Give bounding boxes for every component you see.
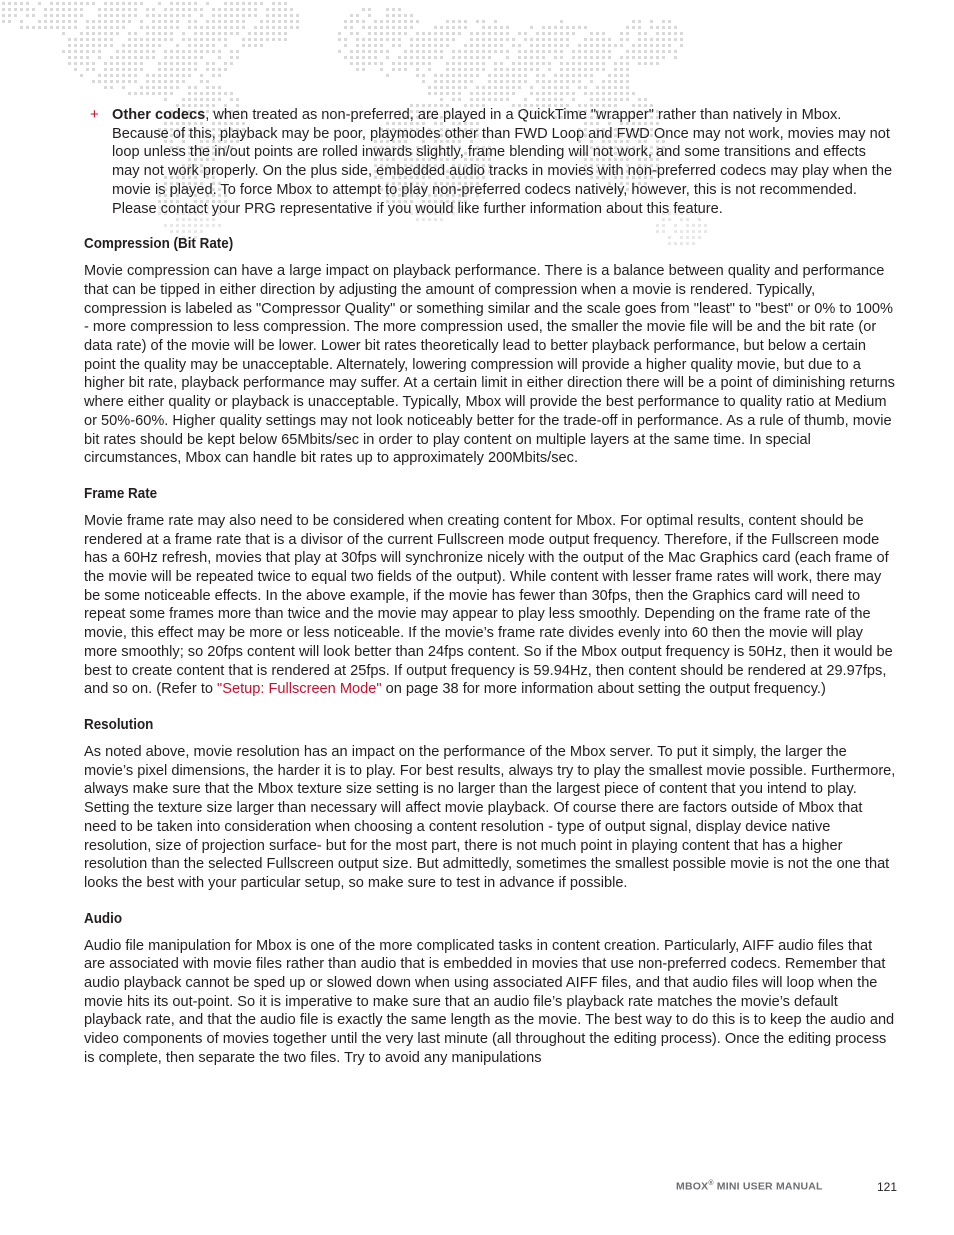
paragraph-audio: Audio file manipulation for Mbox is one of the more complicated tasks in content creation. Particularly, AIFF audio files that are associated with movie files rather than audio that is embedded in movies that use non-preferred codecs. Remember that audio playback cannot be sped up or slowed down when using associated AIFF files, and that audio files will loop when the movie hits its out-point. So it is imperative to make sure that an audio file’s playback rate matches the movie’s default playback rate, and that the audio file is exactly the same length as the movie. The best way to do this is to keep the audio and video components of movies together until the very last minute (all throughout the editing process). Once the editing process is complete, then separate the two files. Try to avoid any manipulations (84, 937, 895, 1066)
page-number: 121 (877, 1180, 898, 1194)
paragraph-resolution: As noted above, movie resolution has an impact on the performance of the Mbox server. To put it simply, the larger the movie’s pixel dimensions, the harder it is to play. For best results, always try to play the smallest movie possible. Furthermore, always make sure that the Mbox texture size setting is no larger than the largest piece of content that you intend to play. Setting the texture size larger than necessary will affect movie playback. Of course there are factors outside of Mbox that need to be taken into consideration when choosing a content resolution - type of output signal, display device native resolution, size of projection surface- but for the most part, there is not much point in playing content that has a higher resolution than the selected Fullscreen output size. But admittedly, sometimes the smallest possible movie is not the one that looks the best with your particular setup, so make sure to test in advance if possible. (84, 743, 896, 891)
heading-frame-rate: Frame Rate (84, 485, 158, 502)
frame-rate-text-after: on page 38 for more information about setting the output frequency.) (381, 681, 826, 698)
page-footer (0, 1178, 954, 1198)
bullet-text: , when treated as non-preferred, are played in a QuickTime "wrapper" rather than natively in Mbox. Because of this, playback may be poor, playmodes other than FWD Loop and FWD Once may not work, movies may not loop unless the in/out points are rolled inwards slightly, frame blending will not work, and some transitions and effects may not work properly. On the plus side, embedded audio tracks in movies with non-preferred codecs may play when the movie is played. To force Mbox to attempt to play non-preferred codecs natively, however, this is not recommended. Please contact your PRG representative if you would like further information about this feature. (112, 107, 893, 217)
plus-bullet-icon: + (90, 106, 99, 123)
frame-rate-text: Movie frame rate may also need to be considered when creating content for Mbox. For optimal results, content should be rendered at a frame rate that is a divisor of the current Fullscreen mode output frequency. Therefore, if the Fullscreen mode has a 60Hz refresh, movies that play at 30fps will synchronize nicely with the output of the Mac Graphics card (each frame of the movie will be repeated twice to equal two fields of the output). While content with lesser frame rates will work, there may be some noticeable effects. In the above example, if the movie has fewer than 30fps, then the Graphics card will need to repeat some frames more than twice and the movie may appear to play less smoothly. Depending on the frame rate of the movie, this effect may be more or less noticeable. If the movie’s frame rate divides evenly into 60 then the movie will play more smoothly; so 20fps content will look better than 24fps content. So if the Mbox output frequency is 50Hz, then it would be best to create content that is rendered at 25fps. If output frequency is 59.94Hz, then content should be rendered at 29.97fps, and so on. (Refer to (84, 512, 893, 698)
setup-fullscreen-mode-link[interactable]: "Setup: Fullscreen Mode" (217, 681, 382, 698)
bullet-other-codecs (84, 106, 896, 218)
paragraph-frame-rate (84, 512, 896, 699)
heading-compression: Compression (Bit Rate) (84, 236, 234, 253)
bullet-term: Other codecs (112, 107, 206, 123)
page-content (84, 106, 896, 1068)
manual-title: MBOX® MINI USER MANUAL (676, 1180, 823, 1193)
heading-audio: Audio (84, 910, 123, 927)
paragraph-compression: Movie compression can have a large impact on playback performance. There is a balance between quality and performance that can be tipped in either direction by adjusting the amount of compression when a movie is rendered. Typically, compression is labeled as "Compressor Quality" or something similar and the scale goes from "least" to "best" or 0% to 100% - more compression to less compression. The more compression used, the smaller the movie file will be and the bit rate (or data rate) of the movie will be lower. Lower bit rates theoretically lead to better playback performance, but below a certain point the quality may be unacceptable. Alternately, lowering compression will provide a higher quality movie, but due to a higher bit rate, playback performance may suffer. At a certain limit in either direction there will be a point of diminishing returns where either quality or playback is unacceptable. Typically, Mbox will provide the best performance to quality ratio at Medium or 50%-60%. Higher quality settings may not look noticeably better for the trade-off in performance. As a rule of thumb, movie bit rates should be kept below 65Mbits/sec in order to play content on multiple layers at the same time. In special circumstances, Mbox can handle bit rates up to approximately 200Mbits/sec. (84, 263, 895, 467)
heading-resolution: Resolution (84, 716, 154, 733)
